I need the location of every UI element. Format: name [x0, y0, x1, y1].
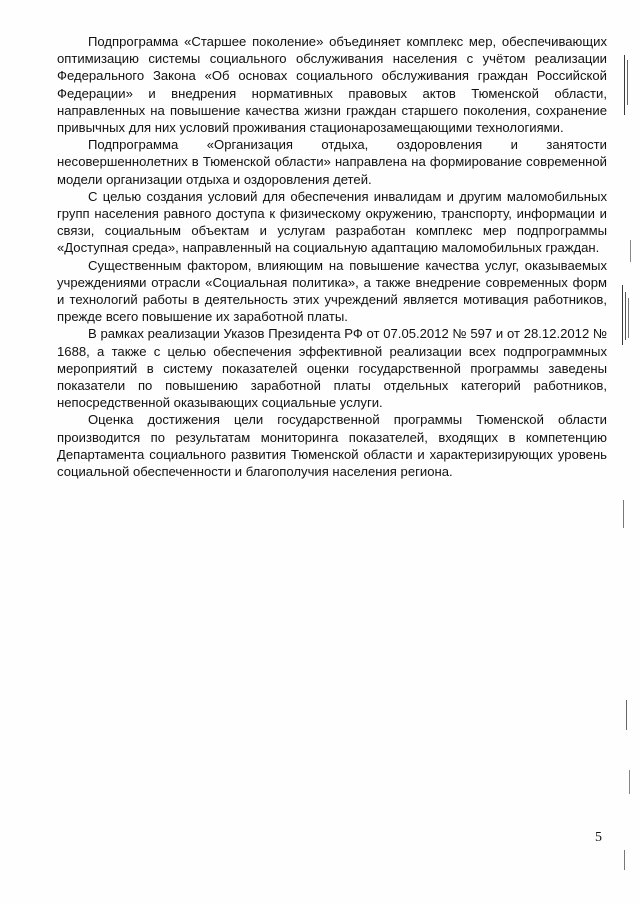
paragraph-staff-motivation: Существенным фактором, влияющим на повышение качества услуг, оказываемых учреждениями отрасли «Социальная политика», а также внедрение современных форм и технологий работы в деятельность этих учреждений является мотивация работников, прежде всего повышение их заработной платы. — [57, 257, 607, 325]
body-text — [57, 33, 607, 480]
paragraph-program-evaluation: Оценка достижения цели государственной программы Тюменской области производится по результатам мониторинга показателей, входящих в компетенцию Департамента социального развития Тюменской области и характеризирующих уровень социальной обеспеченности и благополучия населения региона. — [57, 412, 607, 480]
paragraph-older-generation: Подпрограмма «Старшее поколение» объединяет комплекс мер, обеспечивающих оптимизацию системы социального обслуживания населения с учётом реализации Федерального Закона «Об основах социального обслуживания граждан Российской Федерации» и внедрения нормативных правовых актов Тюменской области, направленных на повышение качества жизни граждан старшего поколения, сохранение привычных для них условий проживания стационарозамещающими технологиями. — [57, 34, 607, 136]
paragraph-presidential-decrees: В рамках реализации Указов Президента РФ от 07.05.2012 № 597 и от 28.12.2012 № 1688, а также с целью обеспечения эффективной реализации всех подпрограммных мероприятий в систему показателей оценки государственной программы заведены показатели по повышению заработной платы отдельных категорий работников, непосредственной оказывающих социальные услуги. — [57, 326, 607, 411]
page-number: 5 — [595, 830, 602, 845]
scan-edge-artifacts — [618, 0, 640, 905]
paragraph-accessible-environment: С целью создания условий для обеспечения инвалидам и другим маломобильных групп населения равного доступа к физическому окружению, транспорту, информации и связи, социальным объектам и услугам разработан комплекс мер подпрограммы «Доступная среда», направленный на социальную адаптацию маломобильных граждан. — [57, 188, 607, 256]
paragraph-children-recreation: Подпрограмма «Организация отдыха, оздоровления и занятости несовершеннолетних в Тюменской области» направлена на формирование современной модели организации отдыха и оздоровления детей. — [57, 137, 607, 187]
